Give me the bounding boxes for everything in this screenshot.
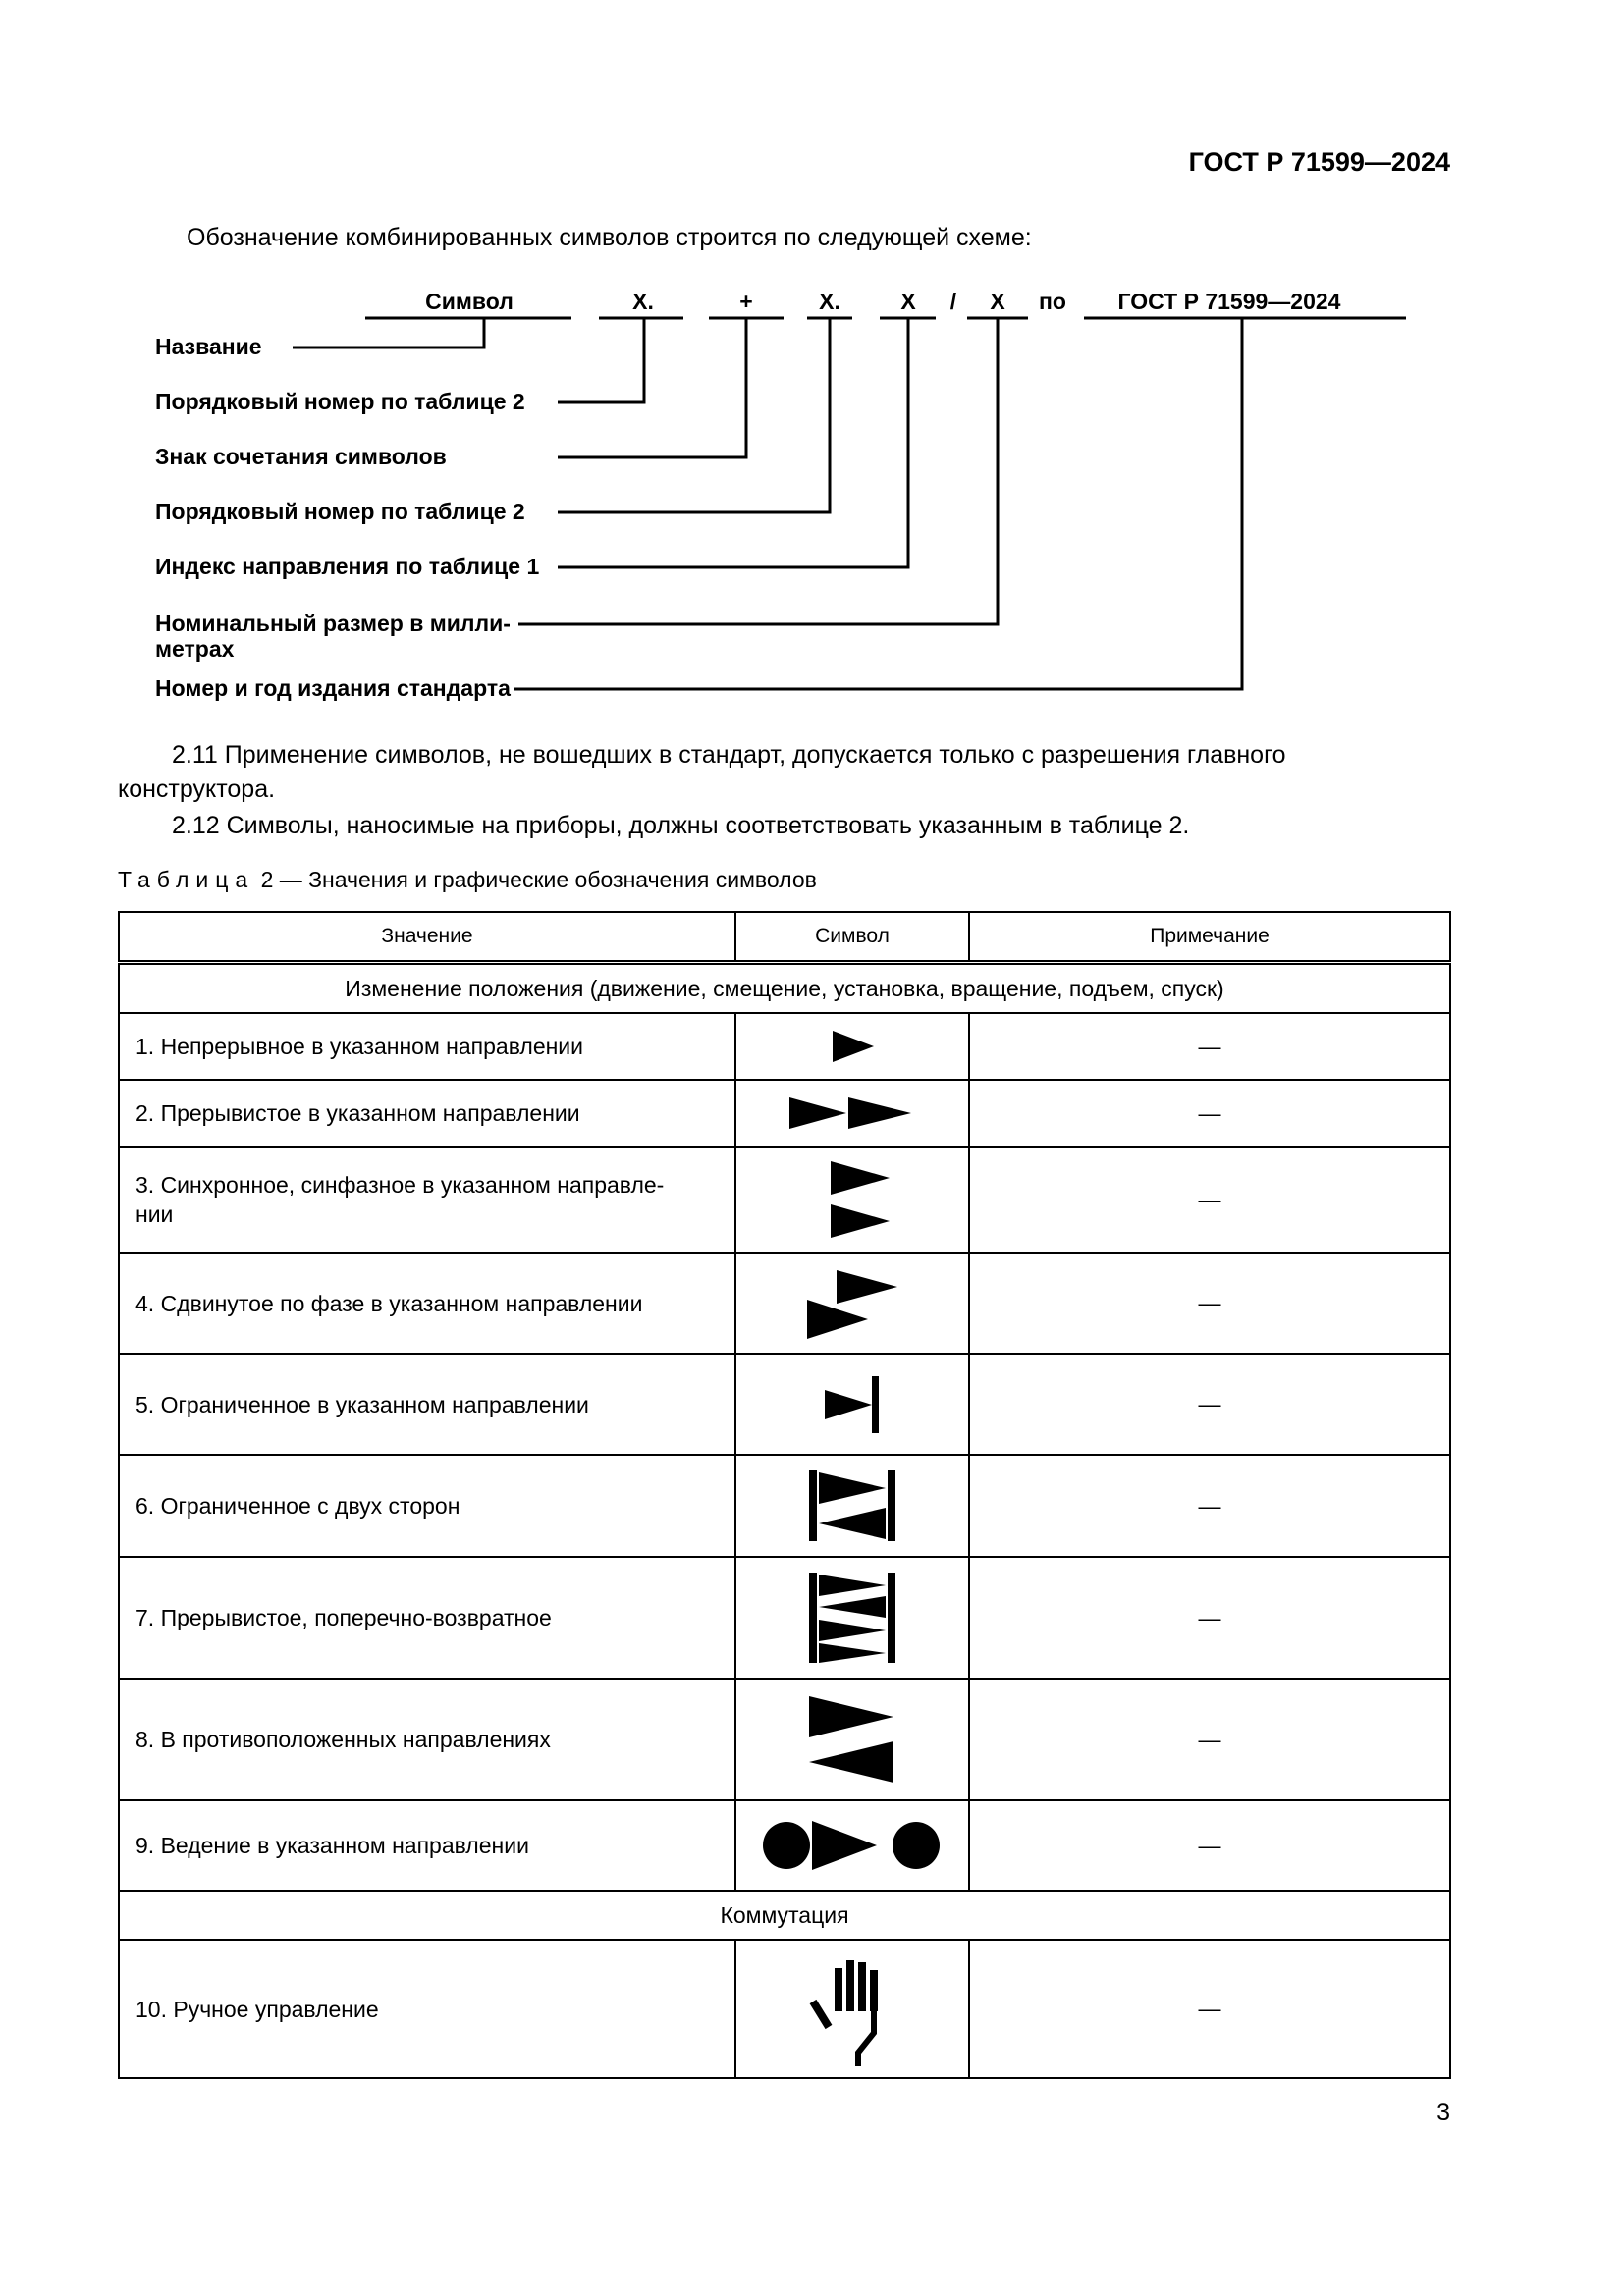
guided-arrow-icon (759, 1811, 946, 1880)
scheme-label-direction: Индекс направления по таблице 1 (155, 554, 540, 579)
limited-both-sides-icon (805, 1467, 899, 1545)
paragraph-2-11-line2: конструктора. (118, 775, 276, 803)
scheme-label-name: Название (155, 334, 262, 359)
row-note: — (969, 1679, 1450, 1800)
scheme-label-num2: Порядковый номер по таблице 2 (155, 499, 525, 524)
stacked-arrows-icon (813, 1155, 892, 1244)
table-row (119, 1080, 1450, 1147)
row-note: — (969, 1557, 1450, 1679)
scheme-label-combination: Знак сочетания символов (155, 444, 447, 469)
intermittent-reciprocating-icon (805, 1569, 899, 1667)
row-meaning-line1: 3. Синхронное, синфазное в указанном направле- (135, 1172, 665, 1198)
row-note: — (969, 1940, 1450, 2078)
scheme-plus: + (739, 289, 753, 314)
table-row (119, 1013, 1450, 1080)
row-meaning-line2: нии (135, 1201, 174, 1227)
scheme-leader-lines (0, 0, 1624, 746)
row-note: — (969, 1080, 1450, 1147)
scheme-intro: Обозначение комбинированных символов строится по следующей схеме: (187, 224, 1032, 251)
section-row-commutation (119, 1891, 1450, 1940)
scheme-po: по (1039, 289, 1066, 314)
scheme-label-size-cont: метрах (155, 636, 235, 662)
row-meaning: 1. Непрерывное в указанном направлении (119, 1013, 735, 1080)
row-meaning: 4. Сдвинутое по фазе в указанном направлении (119, 1253, 735, 1354)
header-note: Примечание (969, 912, 1450, 963)
table-row (119, 1679, 1450, 1800)
row-meaning: 5. Ограниченное в указанном направлении (119, 1354, 735, 1455)
scheme-label-size: Номинальный размер в милли- (155, 611, 511, 636)
table-caption-text: 2 — Значения и графические обозначения символов (260, 867, 817, 892)
section-title: Коммутация (119, 1891, 1450, 1940)
scheme-label-standard: Номер и год издания стандарта (155, 675, 511, 701)
row-note: — (969, 1253, 1450, 1354)
paragraph-2-11-line1: 2.11 Применение символов, не вошедших в стандарт, допускается только с разрешения главного (172, 741, 1286, 769)
table-caption (118, 867, 817, 893)
row-note: — (969, 1354, 1450, 1455)
limited-arrow-icon (813, 1370, 892, 1439)
row-meaning: 10. Ручное управление (119, 1940, 735, 2078)
scheme-slash: / (949, 289, 957, 314)
row-meaning: 2. Прерывистое в указанном направлении (119, 1080, 735, 1147)
row-note: — (969, 1147, 1450, 1253)
row-meaning: 8. В противоположенных направлениях (119, 1679, 735, 1800)
header-symbol: Символ (735, 912, 969, 963)
scheme-num2: Х. (819, 289, 840, 314)
table-header-row (119, 912, 1450, 963)
table-caption-label: Таблица (118, 867, 255, 892)
table-row (119, 1557, 1450, 1679)
opposite-arrows-icon (803, 1690, 901, 1789)
phase-shifted-arrows-icon (803, 1264, 901, 1343)
row-meaning (119, 1147, 735, 1253)
scheme-size: Х (990, 289, 1005, 314)
section-title: Изменение положения (движение, смещение, установка, вращение, подъем, спуск) (119, 963, 1450, 1014)
scheme-num1: Х. (632, 289, 654, 314)
hand-control-icon (803, 1950, 901, 2068)
section-row-position (119, 963, 1450, 1014)
row-note: — (969, 1013, 1450, 1080)
table-row (119, 1147, 1450, 1253)
paragraph-2-12: 2.12 Символы, наносимые на приборы, должны соответствовать указанным в таблице 2. (172, 812, 1190, 839)
table-row (119, 1354, 1450, 1455)
row-meaning: 6. Ограниченное с двух сторон (119, 1455, 735, 1557)
row-note: — (969, 1800, 1450, 1891)
table-row (119, 1455, 1450, 1557)
header-meaning: Значение (119, 912, 735, 963)
table-row (119, 1800, 1450, 1891)
standard-header: ГОСТ Р 71599—2024 (1188, 147, 1450, 177)
table-row (119, 1253, 1450, 1354)
row-meaning: 7. Прерывистое, поперечно-возвратное (119, 1557, 735, 1679)
row-note: — (969, 1455, 1450, 1557)
scheme-direction: Х (900, 289, 916, 314)
page-number: 3 (1436, 2099, 1450, 2126)
double-arrow-icon (784, 1089, 921, 1138)
scheme-gost: ГОСТ Р 71599—2024 (1117, 289, 1341, 314)
scheme-symbol: Символ (425, 289, 514, 314)
row-meaning: 9. Ведение в указанном направлении (119, 1800, 735, 1891)
single-arrow-icon (813, 1022, 892, 1071)
scheme-label-num1: Порядковый номер по таблице 2 (155, 389, 525, 414)
table-row (119, 1940, 1450, 2078)
symbols-table (118, 911, 1451, 2079)
